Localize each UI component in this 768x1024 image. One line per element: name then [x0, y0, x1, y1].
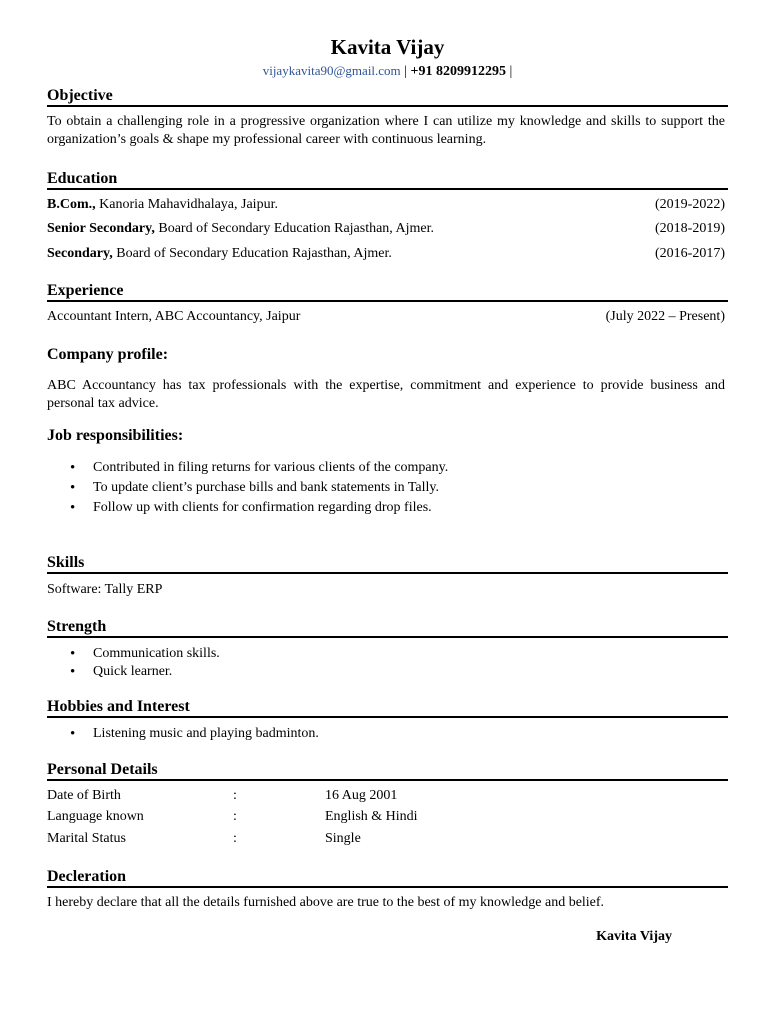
- detail-separator: :: [233, 788, 237, 803]
- education-institution: Kanoria Mahavidhalaya, Jaipur.: [95, 197, 278, 212]
- strength-list: [47, 645, 725, 681]
- education-years: (2016-2017): [655, 246, 725, 261]
- experience-role: Accountant Intern, ABC Accountancy, Jaipur: [47, 309, 301, 324]
- education-degree: Senior Secondary,: [47, 221, 155, 236]
- education-years: (2018-2019): [655, 221, 725, 236]
- objective-text: To obtain a challenging role in a progressive organization where I can utilize my knowledge and skills to support the organization’s goals & shape my professional career with continuous learning.: [47, 114, 725, 147]
- section-heading-declaration: Decleration: [47, 868, 728, 888]
- skills-text: Software: Tally ERP: [47, 582, 163, 597]
- resume-page: [47, 0, 728, 1024]
- company-profile-heading: Company profile:: [47, 346, 169, 363]
- education-item: [47, 220, 725, 238]
- list-item: • Quick learner.: [47, 663, 725, 681]
- contact-separator: |: [505, 64, 513, 79]
- detail-separator: :: [233, 809, 237, 824]
- education-years: (2019-2022): [655, 197, 725, 212]
- contact-line: [47, 62, 728, 81]
- company-profile-text: ABC Accountancy has tax professionals with the expertise, commitment and experience to provide business and personal tax advice.: [47, 378, 725, 411]
- section-heading-objective: Objective: [47, 87, 728, 107]
- detail-value: English & Hindi: [325, 809, 418, 824]
- list-item: • To update client’s purchase bills and bank statements in Tally.: [47, 478, 725, 498]
- education-degree: Secondary,: [47, 246, 113, 261]
- hobbies-list: [47, 725, 725, 743]
- contact-separator: |: [400, 64, 411, 79]
- education-degree: B.Com.,: [47, 197, 96, 212]
- experience-item: [47, 308, 725, 326]
- signature-name: Kavita Vijay: [596, 929, 672, 944]
- section-heading-personal-details: Personal Details: [47, 761, 728, 781]
- personal-detail-row: [47, 830, 725, 848]
- education-item: [47, 196, 725, 214]
- responsibilities-list: [47, 458, 725, 518]
- section-heading-hobbies: Hobbies and Interest: [47, 698, 728, 718]
- list-item: • Listening music and playing badminton.: [47, 725, 725, 743]
- experience-period: (July 2022 – Present): [605, 309, 725, 324]
- detail-label: Language known: [47, 809, 144, 824]
- email-link[interactable]: vijaykavita90@gmail.com: [262, 63, 401, 78]
- section-heading-skills: Skills: [47, 554, 728, 574]
- candidate-name: Kavita Vijay: [330, 35, 445, 59]
- personal-detail-row: [47, 787, 725, 805]
- detail-label: Date of Birth: [47, 788, 121, 803]
- section-heading-strength: Strength: [47, 618, 728, 638]
- detail-value: 16 Aug 2001: [325, 788, 398, 803]
- education-institution: Board of Secondary Education Rajasthan, Ajmer.: [112, 246, 392, 261]
- education-institution: Board of Secondary Education Rajasthan, Ajmer.: [154, 221, 435, 236]
- detail-separator: :: [233, 831, 237, 846]
- declaration-text: I hereby declare that all the details furnished above are true to the best of my knowledge and belief.: [47, 895, 605, 910]
- detail-value: Single: [325, 831, 361, 846]
- section-heading-education: Education: [47, 170, 728, 190]
- list-item: • Contributed in filing returns for various clients of the company.: [47, 458, 725, 478]
- phone-number: +91 8209912295: [410, 64, 506, 79]
- list-item: • Follow up with clients for confirmation regarding drop files.: [47, 498, 725, 518]
- list-item: • Communication skills.: [47, 645, 725, 663]
- detail-label: Marital Status: [47, 831, 126, 846]
- education-item: [47, 245, 725, 263]
- personal-detail-row: [47, 808, 725, 826]
- section-heading-experience: Experience: [47, 282, 728, 302]
- job-responsibilities-heading: Job responsibilities:: [47, 427, 184, 444]
